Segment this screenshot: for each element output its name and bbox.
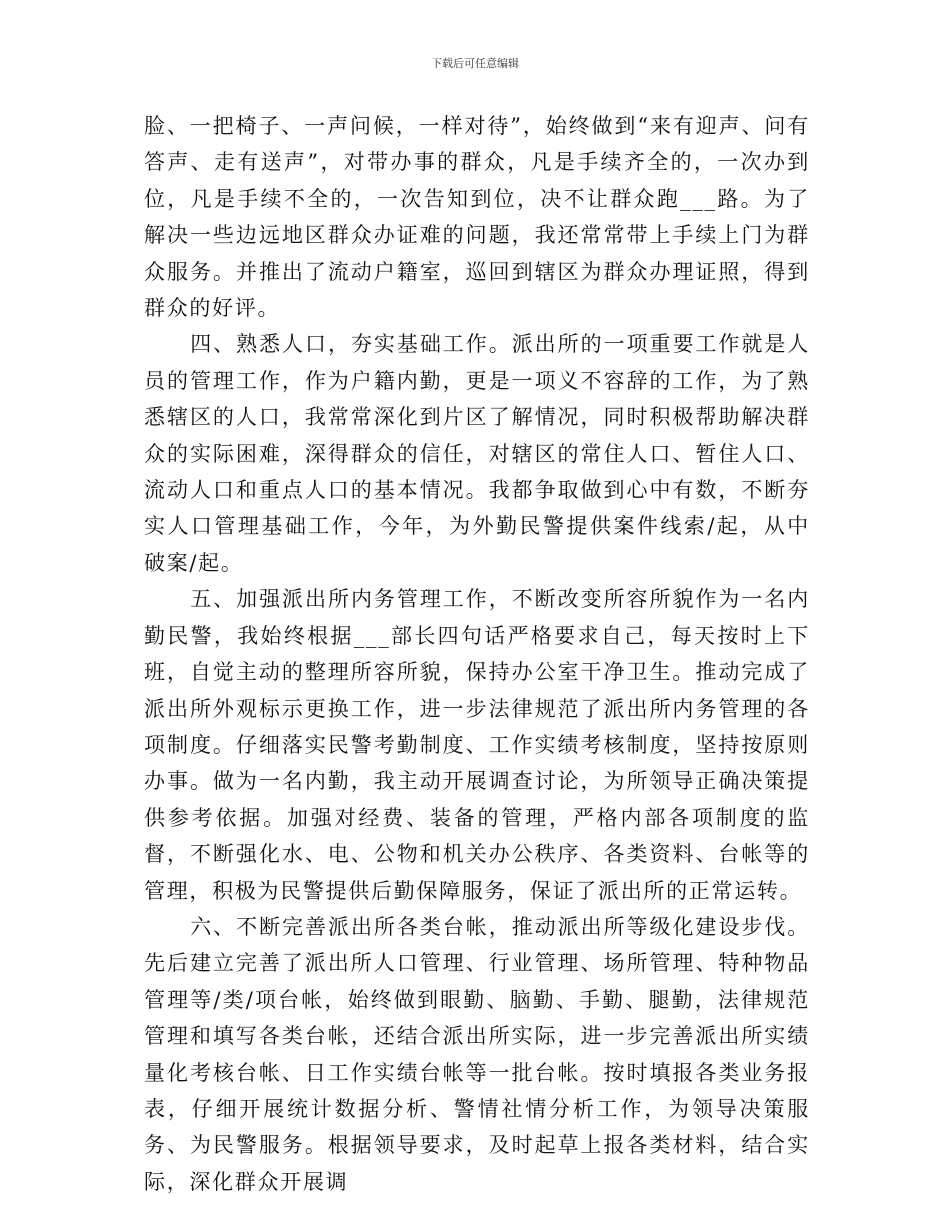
paragraph-section-six: 六、不断完善派出所各类台帐，推动派出所等级化建设步伐。先后建立完善了派出所人口管理、行业管理、场所管理、特种物品管理等/类/项台帐，始终做到眼勤、脑勤、手勤、腿勤，法律规范管理和填写各类台帐，还结合派出所实际，进一步完善派出所实绩量化考核台帐、日工作实绩台帐等一批台帐。按时填报各类业务报表，仔细开展统计数据分析、警情社情分析工作，为领导决策服务、为民警服务。根据领导要求，及时起草上报各类材料，结合实际，深化群众开展调 (144, 914, 810, 1194)
paragraph-continuation: 脸、一把椅子、一声问候，一样对待”，始终做到“来有迎声、问有答声、走有送声”，对带办事的群众，凡是手续齐全的，一次办到位，凡是手续不全的，一次告知到位，决不让群众跑___路。为了解决一些边远地区群众办证难的问题，我还常常带上手续上门为群众服务。并推出了流动户籍室，巡回到辖区为群众办理证照，得到群众的好评。 (144, 114, 810, 321)
paragraph-section-four: 四、熟悉人口，夯实基础工作。派出所的一项重要工作就是人员的管理工作，作为户籍内勤，更是一项义不容辞的工作，为了熟悉辖区的人口，我常常深化到片区了解情况，同时积极帮助解决群众的实际困难，深得群众的信任，对辖区的常住人口、暂住人口、流动人口和重点人口的基本情况。我都争取做到心中有数，不断夯实人口管理基础工作，今年，为外勤民警提供案件线索/起，从中破案/起。 (144, 332, 810, 575)
page-header-note: 下载后可任意编辑 (431, 57, 519, 70)
paragraph-section-five: 五、加强派出所内务管理工作，不断改变所容所貌作为一名内勤民警，我始终根据___部长四句话严格要求自己，每天按时上下班，自觉主动的整理所容所貌，保持办公室干净卫生。推动完成了派出所外观标示更换工作，进一步法律规范了派出所内务管理的各项制度。仔细落实民警考勤制度、工作实绩考核制度，坚持按原则办事。做为一名内勤，我主动开展调查讨论，为所领导正确决策提供参考依据。加强对经费、装备的管理，严格内部各项制度的监督，不断强化水、电、公物和机关办公秩序、各类资料、台帐等的管理，积极为民警提供后勤保障服务，保证了派出所的正常运转。 (144, 587, 810, 903)
document-body (144, 108, 810, 1200)
